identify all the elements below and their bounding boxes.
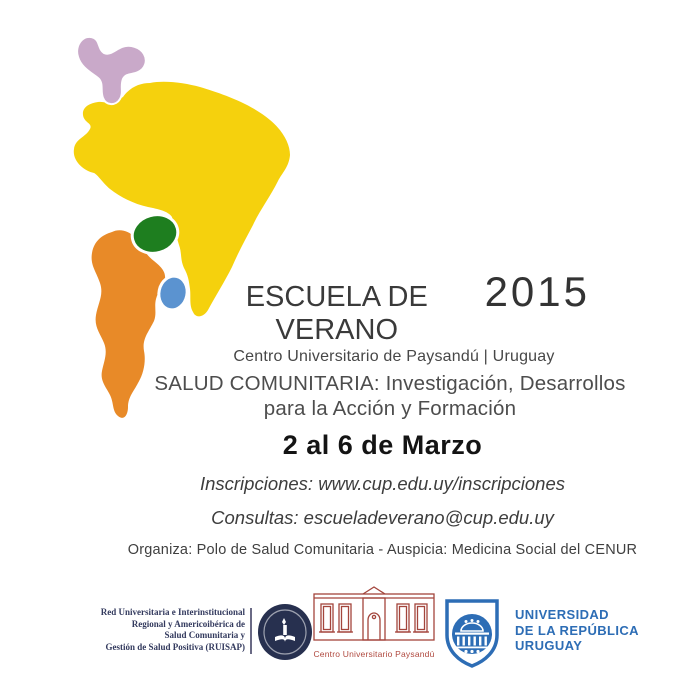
udelar-logo	[443, 599, 639, 669]
info-column	[65, 430, 700, 558]
ruisap-line-3: Salud Comunitaria y	[164, 630, 245, 640]
event-year: 2015	[484, 268, 590, 315]
cup-logo	[311, 584, 437, 659]
consultas-email: escueladeverano@cup.edu.uy	[303, 507, 554, 528]
event-title: ESCUELA DE VERANO	[245, 281, 428, 346]
ruisap-line-4: Gestión de Salud Positiva (RUISAP)	[105, 641, 245, 652]
inscriptions-label: Inscripciones:	[199, 473, 314, 494]
ruisap-seal-icon	[257, 603, 313, 661]
udelar-name-block	[515, 599, 639, 669]
theme-line-2: para la Acción y Formación	[263, 397, 517, 420]
ruisap-line-1: Red Universitaria e Interinstitucional	[100, 607, 245, 617]
udelar-shield-icon	[443, 599, 501, 669]
event-subtitle: Centro Universitario de Paysandú | Uruguay	[233, 348, 555, 365]
title-block	[198, 268, 590, 366]
udelar-line-1: UNIVERSIDAD	[515, 607, 609, 622]
cup-caption: Centro Universitario Paysandú	[313, 649, 435, 659]
udelar-line-2: DE LA REPÚBLICA	[515, 622, 639, 638]
consultas-label: Consultas:	[211, 507, 299, 528]
consultas-line	[65, 507, 700, 529]
ruisap-divider	[250, 608, 252, 654]
udelar-line-3: URUGUAY	[515, 638, 583, 653]
inscriptions-line	[65, 473, 700, 495]
ruisap-name-block	[75, 607, 245, 653]
cup-building-icon	[311, 584, 437, 642]
inscriptions-url: www.cup.edu.uy/inscripciones	[318, 473, 566, 494]
organizer-line: Organiza: Polo de Salud Comunitaria - Auspicia: Medicina Social del CENUR	[127, 542, 638, 558]
event-dates: 2 al 6 de Marzo	[282, 430, 483, 460]
ruisap-line-2: Regional y Americoibérica de	[131, 618, 245, 629]
theme-line-1: SALUD COMUNITARIA: Investigación, Desarrollos	[154, 372, 626, 395]
event-theme	[80, 371, 700, 421]
